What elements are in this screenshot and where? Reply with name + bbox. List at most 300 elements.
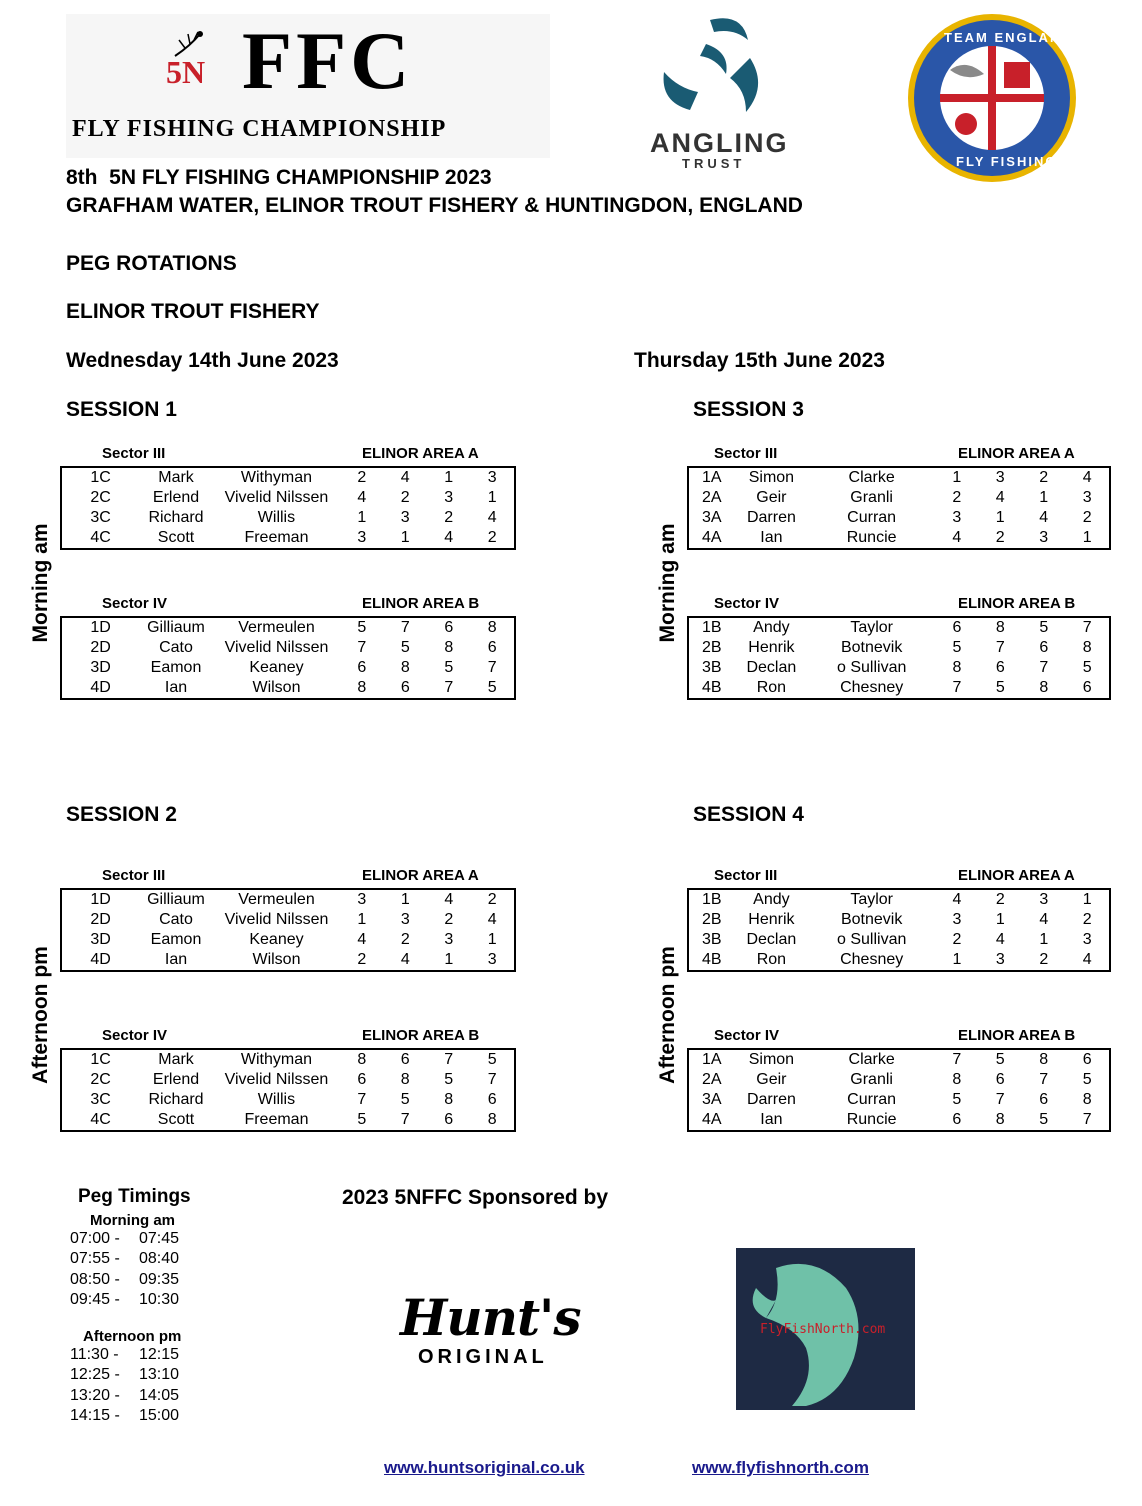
table-row [688,1090,1110,1110]
table-row [688,638,1110,658]
rotation-2: 4 [400,951,410,968]
sector-label: Sector IV [102,1027,168,1044]
sector-label: Sector III [102,867,166,884]
peg-id: 3B [702,931,722,948]
rotation-3: 1 [444,469,454,486]
timings-morning-label: Morning am [90,1212,175,1229]
last-name: Botnevik [840,911,903,928]
rotation-1: 8 [357,679,367,696]
last-name: Keaney [249,931,304,948]
venue-heading: ELINOR TROUT FISHERY [66,300,320,323]
rotation-4: 2 [1082,911,1092,928]
rotation-3: 2 [444,509,454,526]
ffc-logo [66,14,550,158]
rotation-2: 5 [995,679,1005,696]
table-row [688,658,1110,678]
session-title: SESSION 3 [693,398,804,421]
last-name: Willis [257,509,296,526]
timing-start: 14:15 - [70,1407,120,1425]
last-name: Keaney [249,659,304,676]
last-name: Chesney [840,951,904,968]
rotation-3: 3 [444,489,454,506]
section-heading: PEG ROTATIONS [66,252,237,275]
table-row [688,910,1110,930]
rotation-table [687,616,1111,700]
table-row [61,467,515,488]
rotation-3: 1 [1039,931,1049,948]
table-row [688,528,1110,549]
sector-label: Sector IV [102,595,168,612]
first-name: Ron [756,679,787,696]
table-row [688,950,1110,971]
rotation-1: 7 [952,1051,962,1068]
rotation-4: 1 [1082,529,1092,546]
first-name: Scott [157,529,195,546]
rotation-2: 6 [995,1071,1005,1088]
rotation-4: 2 [487,891,497,908]
last-name: Freeman [244,529,309,546]
first-name: Ian [164,679,188,696]
peg-id: 4C [90,529,111,546]
rotation-3: 4 [444,891,454,908]
peg-timings [70,1186,220,1426]
rotation-3: 7 [1039,1071,1049,1088]
timing-row [70,1345,220,1365]
table-row [688,930,1110,950]
peg-id: 2D [90,639,111,656]
rotation-4: 6 [1082,679,1092,696]
peg-id: 1A [702,1051,722,1068]
rotation-1: 8 [952,1071,962,1088]
rotation-1: 1 [357,509,367,526]
first-name: Declan [746,931,797,948]
day-left: Wednesday 14th June 2023 [66,349,339,372]
last-name: Granli [850,1071,893,1088]
last-name: Vivelid Nilssen [224,911,329,928]
table-row [61,678,515,699]
timings-title: Peg Timings [78,1186,191,1207]
peg-id: 4B [702,951,722,968]
rotation-2: 2 [995,529,1005,546]
rotation-4: 1 [487,489,497,506]
sector-label: Sector IV [714,595,780,612]
sector-label: Sector IV [714,1027,780,1044]
angling-trust-line2: TRUST [682,156,746,171]
timing-end: 12:15 [139,1346,180,1364]
first-name: Gilliaum [147,619,205,636]
rotation-1: 4 [357,489,367,506]
rotation-3: 8 [1039,679,1049,696]
last-name: Curran [847,1091,897,1108]
peg-id: 3C [90,509,111,526]
rotation-1: 3 [952,509,962,526]
rotation-3: 5 [444,1071,454,1088]
timing-row [70,1406,220,1426]
peg-id: 2D [90,911,111,928]
timing-row [70,1270,220,1290]
area-label: ELINOR AREA A [958,445,1075,462]
title-line-1: 8th 5N FLY FISHING CHAMPIONSHIP 2023 [66,166,492,189]
first-name: Darren [746,509,796,526]
rotation-2: 6 [995,659,1005,676]
last-name: Willis [257,1091,296,1108]
peg-id: 4D [90,951,111,968]
timing-start: 12:25 - [70,1366,120,1384]
sector-label: Sector III [714,445,778,462]
rotation-table [60,888,516,972]
rotation-3: 2 [1039,469,1049,486]
ffc-main: FFC [242,15,414,106]
session-period-label: Morning am [656,523,679,643]
timing-row [70,1365,220,1385]
rotation-2: 8 [400,659,410,676]
rotation-4: 2 [487,529,497,546]
rotation-4: 3 [1082,489,1092,506]
peg-id: 1C [90,469,111,486]
timing-start: 09:45 - [70,1290,120,1308]
rotation-4: 8 [1082,639,1092,656]
rotation-4: 8 [1082,1091,1092,1108]
rotation-table [687,466,1111,550]
rotation-2: 8 [995,619,1005,636]
rotation-1: 2 [357,951,367,968]
rotation-table [687,888,1111,972]
session-period-label: Afternoon pm [656,946,679,1084]
rotation-1: 1 [952,951,962,968]
rotation-2: 1 [400,891,410,908]
rotation-3: 3 [1039,891,1049,908]
rotation-2: 5 [400,639,410,656]
rotation-2: 6 [400,679,410,696]
last-name: Vivelid Nilssen [224,639,329,656]
timing-row [70,1290,220,1310]
first-name: Scott [157,1111,195,1128]
peg-id: 2B [702,911,722,928]
peg-id: 2C [90,1071,111,1088]
timing-end: 09:35 [139,1270,180,1288]
area-label: ELINOR AREA A [958,867,1075,884]
table-row [61,889,515,910]
timing-end: 14:05 [139,1386,180,1404]
rotation-3: 6 [444,619,454,636]
rotation-3: 6 [444,1111,454,1128]
timing-row [70,1249,220,1269]
timing-start: 08:50 - [70,1270,120,1288]
first-name: Simon [748,1051,795,1068]
table-row [688,488,1110,508]
area-label: ELINOR AREA B [362,1027,480,1044]
hunts-original-logo [400,1290,590,1380]
sector-label: Sector III [102,445,166,462]
last-name: Vermeulen [238,891,315,908]
rotation-2: 8 [400,1071,410,1088]
first-name: Ian [164,951,188,968]
title-line-2: GRAFHAM WATER, ELINOR TROUT FISHERY & HUNTINGDON, ENGLAND [66,194,803,217]
rotation-2: 7 [400,1111,410,1128]
last-name: Wilson [252,679,301,696]
peg-id: 1B [702,891,722,908]
first-name: Ron [756,951,787,968]
table-row [61,508,515,528]
timing-end: 07:45 [139,1230,180,1247]
last-name: Curran [847,509,897,526]
timings-afternoon-label: Afternoon pm [83,1328,182,1346]
rotation-2: 7 [995,1091,1005,1108]
timing-start: 13:20 - [70,1386,120,1404]
timing-start: 07:00 - [70,1230,120,1247]
peg-id: 3D [90,659,111,676]
table-row [688,678,1110,699]
hunts-link[interactable]: www.huntsoriginal.co.uk [384,1458,585,1477]
timing-end: 15:00 [139,1407,180,1425]
rotation-4: 3 [487,469,497,486]
rotation-4: 7 [487,659,497,676]
peg-id: 2B [702,639,722,656]
fish-swirl-icon [650,14,790,124]
rotation-table [60,1048,516,1132]
rotation-2: 7 [400,619,410,636]
timing-end: 08:40 [139,1250,180,1268]
rotation-1: 6 [952,619,962,636]
rotation-3: 7 [444,1051,454,1068]
first-name: Geir [756,1071,787,1088]
rotation-2: 4 [995,931,1005,948]
peg-id: 4D [90,679,111,696]
rotation-3: 7 [1039,659,1049,676]
rotation-3: 4 [1039,509,1049,526]
sector-label: Sector III [714,867,778,884]
team-england-top-text: TEAM ENGLAND [944,30,1073,45]
rotation-1: 5 [357,1111,367,1128]
first-name: Andy [753,619,790,636]
last-name: Withyman [240,1051,313,1068]
first-name: Cato [159,911,193,928]
rotation-1: 6 [357,1071,367,1088]
timing-end: 10:30 [139,1290,180,1308]
rotation-2: 1 [995,911,1005,928]
peg-id: 3D [90,931,111,948]
rotation-1: 6 [357,659,367,676]
rotation-4: 5 [1082,659,1092,676]
first-name: Ian [760,529,783,546]
session-period-label: Afternoon pm [29,946,52,1084]
rotation-3: 8 [1039,1051,1049,1068]
first-name: Cato [159,639,193,656]
rotation-1: 7 [357,639,367,656]
rotation-4: 8 [487,619,497,636]
timings-morning-list [70,1229,220,1310]
rotation-2: 8 [995,1111,1005,1128]
rotation-1: 1 [952,469,962,486]
angling-trust-line1: ANGLING [650,128,789,158]
table-row [61,950,515,971]
rotation-2: 2 [995,891,1005,908]
peg-id: 1D [90,619,111,636]
ffc-prefix: 5N [166,54,206,90]
sponsors-title: 2023 5NFFC Sponsored by [342,1186,609,1209]
first-name: Geir [756,489,787,506]
last-name: Clarke [848,1051,895,1068]
peg-id: 3C [90,1091,111,1108]
last-name: Freeman [244,1111,309,1128]
peg-id: 4A [702,529,722,546]
rotation-2: 3 [400,911,410,928]
timing-start: 07:55 - [70,1250,120,1268]
rotation-4: 6 [487,639,497,656]
session-title: SESSION 1 [66,398,177,421]
rotation-4: 7 [1082,619,1092,636]
timing-end: 13:10 [139,1366,180,1384]
rotation-1: 4 [952,529,962,546]
area-label: ELINOR AREA B [958,1027,1076,1044]
last-name: Vermeulen [238,619,315,636]
rotation-1: 7 [357,1091,367,1108]
team-england-bottom-text: FLY FISHING [956,154,1058,169]
first-name: Eamon [150,931,202,948]
ffc-subtitle: FLY FISHING CHAMPIONSHIP [72,116,447,142]
rotation-2: 1 [400,529,410,546]
peg-id: 1B [702,619,722,636]
first-name: Erlend [152,1071,200,1088]
rotation-4: 2 [1082,509,1092,526]
rotation-3: 1 [444,951,454,968]
table-row [688,467,1110,488]
area-label: ELINOR AREA B [958,595,1076,612]
rotation-2: 4 [400,469,410,486]
peg-id: 3A [702,1091,722,1108]
flyfishnorth-text: FlyFishNorth.com [760,1322,886,1337]
rotation-1: 4 [357,931,367,948]
table-row [688,617,1110,638]
timing-row [70,1229,220,1249]
peg-id: 1C [90,1051,111,1068]
table-row [688,1070,1110,1090]
first-name: Ian [760,1111,783,1128]
timings-afternoon-list [70,1345,220,1426]
rotation-4: 7 [487,1071,497,1088]
first-name: Darren [746,1091,796,1108]
rotation-1: 2 [952,931,962,948]
rotation-2: 2 [400,931,410,948]
table-row [61,528,515,549]
table-row [61,930,515,950]
rotation-4: 5 [487,679,497,696]
peg-id: 3A [702,509,722,526]
rotation-2: 3 [400,509,410,526]
rotation-4: 7 [1082,1111,1092,1128]
rotation-1: 3 [357,529,367,546]
rotation-4: 4 [1082,469,1092,486]
rotation-3: 3 [444,931,454,948]
last-name: Taylor [850,891,894,908]
angling-trust-logo [640,14,800,174]
day-right: Thursday 15th June 2023 [634,349,885,372]
rotation-4: 4 [487,911,497,928]
rotation-1: 2 [952,489,962,506]
peg-id: 1A [702,469,722,486]
table-row [61,658,515,678]
first-name: Mark [158,1051,194,1068]
rotation-1: 3 [952,911,962,928]
rotation-1: 4 [952,891,962,908]
rotation-4: 4 [1082,951,1092,968]
rotation-4: 5 [1082,1071,1092,1088]
rotation-3: 8 [444,1091,454,1108]
table-row [61,1049,515,1070]
table-row [61,1090,515,1110]
last-name: Runcie [846,1111,897,1128]
peg-id: 4A [702,1111,722,1128]
table-row [688,1110,1110,1131]
rotation-1: 5 [357,619,367,636]
rotation-3: 2 [444,911,454,928]
rotation-4: 5 [487,1051,497,1068]
rotation-1: 8 [357,1051,367,1068]
rotation-1: 2 [357,469,367,486]
rotation-1: 3 [357,891,367,908]
rotation-2: 5 [995,1051,1005,1068]
last-name: o Sullivan [836,659,907,676]
last-name: Vivelid Nilssen [224,489,329,506]
rotation-1: 5 [952,639,962,656]
rotation-3: 5 [444,659,454,676]
first-name: Gilliaum [147,891,205,908]
first-name: Declan [746,659,797,676]
rotation-table [60,466,516,550]
first-name: Mark [158,469,194,486]
table-row [61,1110,515,1131]
area-label: ELINOR AREA B [362,595,480,612]
last-name: o Sullivan [836,931,907,948]
rotation-2: 7 [995,639,1005,656]
rotation-1: 8 [952,659,962,676]
timing-row [70,1386,220,1406]
flyfishnorth-logo [736,1248,915,1410]
peg-id: 4B [702,679,722,696]
first-name: Andy [753,891,790,908]
rotation-4: 8 [487,1111,497,1128]
hunts-script: Hunt's [400,1288,581,1347]
rotation-3: 2 [1039,951,1049,968]
last-name: Wilson [252,951,301,968]
rotation-2: 3 [995,951,1005,968]
rotation-3: 3 [1039,529,1049,546]
last-name: Clarke [848,469,895,486]
rotation-3: 4 [1039,911,1049,928]
last-name: Runcie [846,529,897,546]
rotation-4: 1 [487,931,497,948]
last-name: Granli [850,489,893,506]
rotation-3: 5 [1039,1111,1049,1128]
rotation-2: 6 [400,1051,410,1068]
last-name: Taylor [850,619,894,636]
table-row [61,488,515,508]
last-name: Chesney [840,679,904,696]
first-name: Henrik [748,911,795,928]
first-name: Richard [148,509,204,526]
table-row [61,638,515,658]
rotation-2: 2 [400,489,410,506]
rotation-2: 4 [995,489,1005,506]
rotation-3: 5 [1039,619,1049,636]
table-row [61,910,515,930]
session-title: SESSION 4 [693,803,804,826]
first-name: Eamon [150,659,202,676]
rotation-3: 8 [444,639,454,656]
peg-id: 2A [702,489,722,506]
table-row [688,1049,1110,1070]
flyfishnorth-link[interactable]: www.flyfishnorth.com [692,1458,869,1477]
